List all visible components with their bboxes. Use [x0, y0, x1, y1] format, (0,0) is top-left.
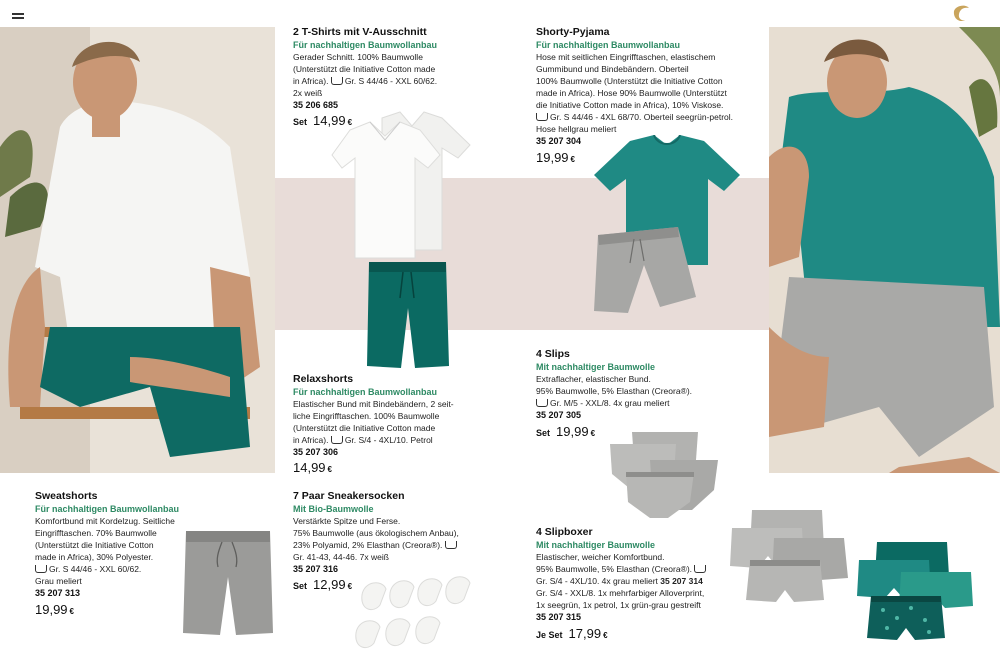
wash-care-icon [331, 77, 343, 85]
socks-desc-2: 75% Baumwolle (aus ökologischem Anbau), [293, 528, 459, 538]
tshirts-price-label: Set [293, 117, 308, 127]
slips-info [536, 348, 761, 442]
left-model-photo [0, 27, 275, 473]
tchibo-logo-icon [950, 2, 972, 24]
socks-price-label: Set [293, 581, 308, 591]
slipboxer-desc-4: Gr. S/4 - XXL/8. 1x mehrfarbiger Alloverprint, [536, 588, 705, 598]
pyjama-desc-2: Gummibund und Bindebändern. Oberteil [536, 64, 689, 74]
slips-article: 35 207 305 [536, 410, 582, 420]
slips-desc-1: Extraflacher, elastischer Bund. [536, 374, 651, 384]
relaxshorts-article: 35 207 306 [293, 447, 339, 457]
tshirts-subtitle: Für nachhaltigen Baumwollanbau [293, 40, 438, 50]
pyjama-desc-5: die Initiative Cotton made in Africa), 10% Viskose. [536, 100, 724, 110]
socks-image [352, 575, 477, 655]
sweatshorts-desc-1: Komfortbund mit Kordelzug. Seitliche [35, 516, 175, 526]
slips-desc-3: Gr. M/5 - XXL/8. 4x grau meliert [550, 398, 670, 408]
tshirts-image [330, 110, 475, 260]
slipboxer-desc-2: 95% Baumwolle, 5% Elasthan (Creora®). [536, 564, 693, 574]
sweatshorts-desc-5: Gr. S 44/46 - XXL 60/62. [49, 564, 142, 574]
pyjama-image [592, 135, 742, 315]
slips-subtitle: Mit nachhaltiger Baumwolle [536, 362, 656, 372]
sweatshorts-desc-2: Eingrifftaschen. 70% Baumwolle [35, 528, 157, 538]
wash-care-icon [536, 113, 548, 121]
pyjama-desc-7: Hose hellgrau meliert [536, 124, 617, 134]
slips-price-label: Set [536, 428, 551, 438]
socks-price: 12,99 [313, 577, 346, 592]
slipboxer-currency: € [603, 631, 608, 640]
slipboxer-desc-3: Gr. S/4 - 4XL/10. 4x grau meliert [536, 576, 658, 586]
wash-care-icon [694, 565, 706, 573]
slipboxer-desc-5: 1x seegrün, 1x petrol, 1x grün-grau gestreift [536, 600, 701, 610]
tshirts-currency: € [347, 118, 353, 127]
slipboxer-desc-1: Elastischer, weicher Komfortbund. [536, 552, 665, 562]
socks-desc-4: Gr. 41-43, 44-46. 7x weiß [293, 552, 389, 562]
slipboxer-grey-image [728, 508, 850, 604]
tshirts-price: 14,99 [313, 113, 346, 128]
tshirts-desc-4: Gr. S 44/46 - XXL 60/62. [344, 76, 438, 86]
pyjama-subtitle: Für nachhaltigen Baumwollanbau [536, 40, 681, 50]
socks-desc-3: 23% Polyamid, 2% Elasthan (Creora®). [293, 540, 443, 550]
sweatshorts-desc-3: (Unterstützt die Initiative Cotton [35, 540, 154, 550]
relaxshorts-desc-1: Elastischer Bund mit Bindebändern, 2 seit- [293, 399, 454, 409]
slipboxer-article: 35 207 315 [536, 612, 582, 622]
menu-icon[interactable] [12, 10, 24, 22]
socks-article: 35 207 316 [293, 564, 339, 574]
relaxshorts-info [293, 373, 483, 478]
wash-care-icon [35, 565, 47, 573]
sweatshorts-image [182, 527, 274, 637]
wash-care-icon [331, 436, 343, 444]
pyjama-desc-1: Hose mit seitlichen Eingrifftaschen, elastischem [536, 52, 716, 62]
slipboxer-price-label: Je Set [536, 630, 563, 640]
slips-price: 19,99 [556, 424, 589, 439]
right-model-photo [769, 27, 1000, 473]
tshirts-desc-2: (Unterstützt die Initiative Cotton made [293, 64, 436, 74]
relaxshorts-title: Relaxshorts [293, 373, 354, 385]
tshirts-desc-3: in Africa). [293, 76, 329, 86]
sweatshorts-desc-4: made in Africa), 30% Polyester. [35, 552, 154, 562]
pyjama-title: Shorty-Pyjama [536, 26, 610, 38]
slipboxer-colored-image [857, 540, 975, 640]
sweatshorts-article: 35 207 313 [35, 588, 81, 598]
socks-currency: € [347, 582, 353, 591]
tshirts-desc-1: Gerader Schnitt. 100% Baumwolle [293, 52, 423, 62]
relaxshorts-desc-5: Gr. S/4 - 4XL/10. Petrol [344, 435, 433, 445]
tshirts-title: 2 T-Shirts mit V-Ausschnitt [293, 26, 427, 38]
tshirts-desc-5: 2x weiß [293, 88, 323, 98]
socks-subtitle: Mit Bio-Baumwolle [293, 504, 374, 514]
pyjama-desc-6: Gr. S 44/46 - 4XL 68/70. Oberteil seegrün-petrol. [550, 112, 734, 122]
wash-care-icon [536, 399, 548, 407]
relaxshorts-currency: € [327, 465, 332, 474]
sweatshorts-subtitle: Für nachhaltigen Baumwollanbau [35, 504, 180, 514]
relaxshorts-price: 14,99 [293, 460, 326, 475]
slips-desc-2: 95% Baumwolle, 5% Elasthan (Creora®). [536, 386, 693, 396]
pyjama-desc-4: made in Africa). Hose 90% Baumwolle (Unterstützt [536, 88, 727, 98]
slips-currency: € [590, 429, 596, 438]
relaxshorts-desc-2: liche Eingrifftaschen. 100% Baumwolle [293, 411, 440, 421]
relaxshorts-desc-4: in Africa). [293, 435, 329, 445]
slips-image [606, 430, 721, 520]
pyjama-article: 35 207 304 [536, 136, 582, 146]
sweatshorts-price: 19,99 [35, 602, 68, 617]
relaxshorts-subtitle: Für nachhaltigen Baumwollanbau [293, 387, 438, 397]
pyjama-currency: € [570, 155, 575, 164]
slips-title: 4 Slips [536, 348, 570, 360]
sweatshorts-currency: € [69, 607, 74, 616]
slipboxer-subtitle: Mit nachhaltiger Baumwolle [536, 540, 656, 550]
slipboxer-article-inline: 35 207 314 [660, 576, 703, 586]
pyjama-desc-3: 100% Baumwolle (Unterstützt die Initiative Cotton [536, 76, 723, 86]
socks-title: 7 Paar Sneakersocken [293, 490, 405, 502]
relaxshorts-desc-3: (Unterstützt die Initiative Cotton made [293, 423, 436, 433]
relaxshorts-image [365, 258, 450, 370]
sweatshorts-desc-6: Grau meliert [35, 576, 82, 586]
sweatshorts-title: Sweatshorts [35, 490, 98, 502]
pyjama-price: 19,99 [536, 150, 569, 165]
tshirts-article: 35 206 685 [293, 100, 339, 110]
wash-care-icon [445, 541, 457, 549]
socks-desc-1: Verstärkte Spitze und Ferse. [293, 516, 401, 526]
slipboxer-title: 4 Slipboxer [536, 526, 593, 538]
slipboxer-price: 17,99 [568, 626, 602, 641]
